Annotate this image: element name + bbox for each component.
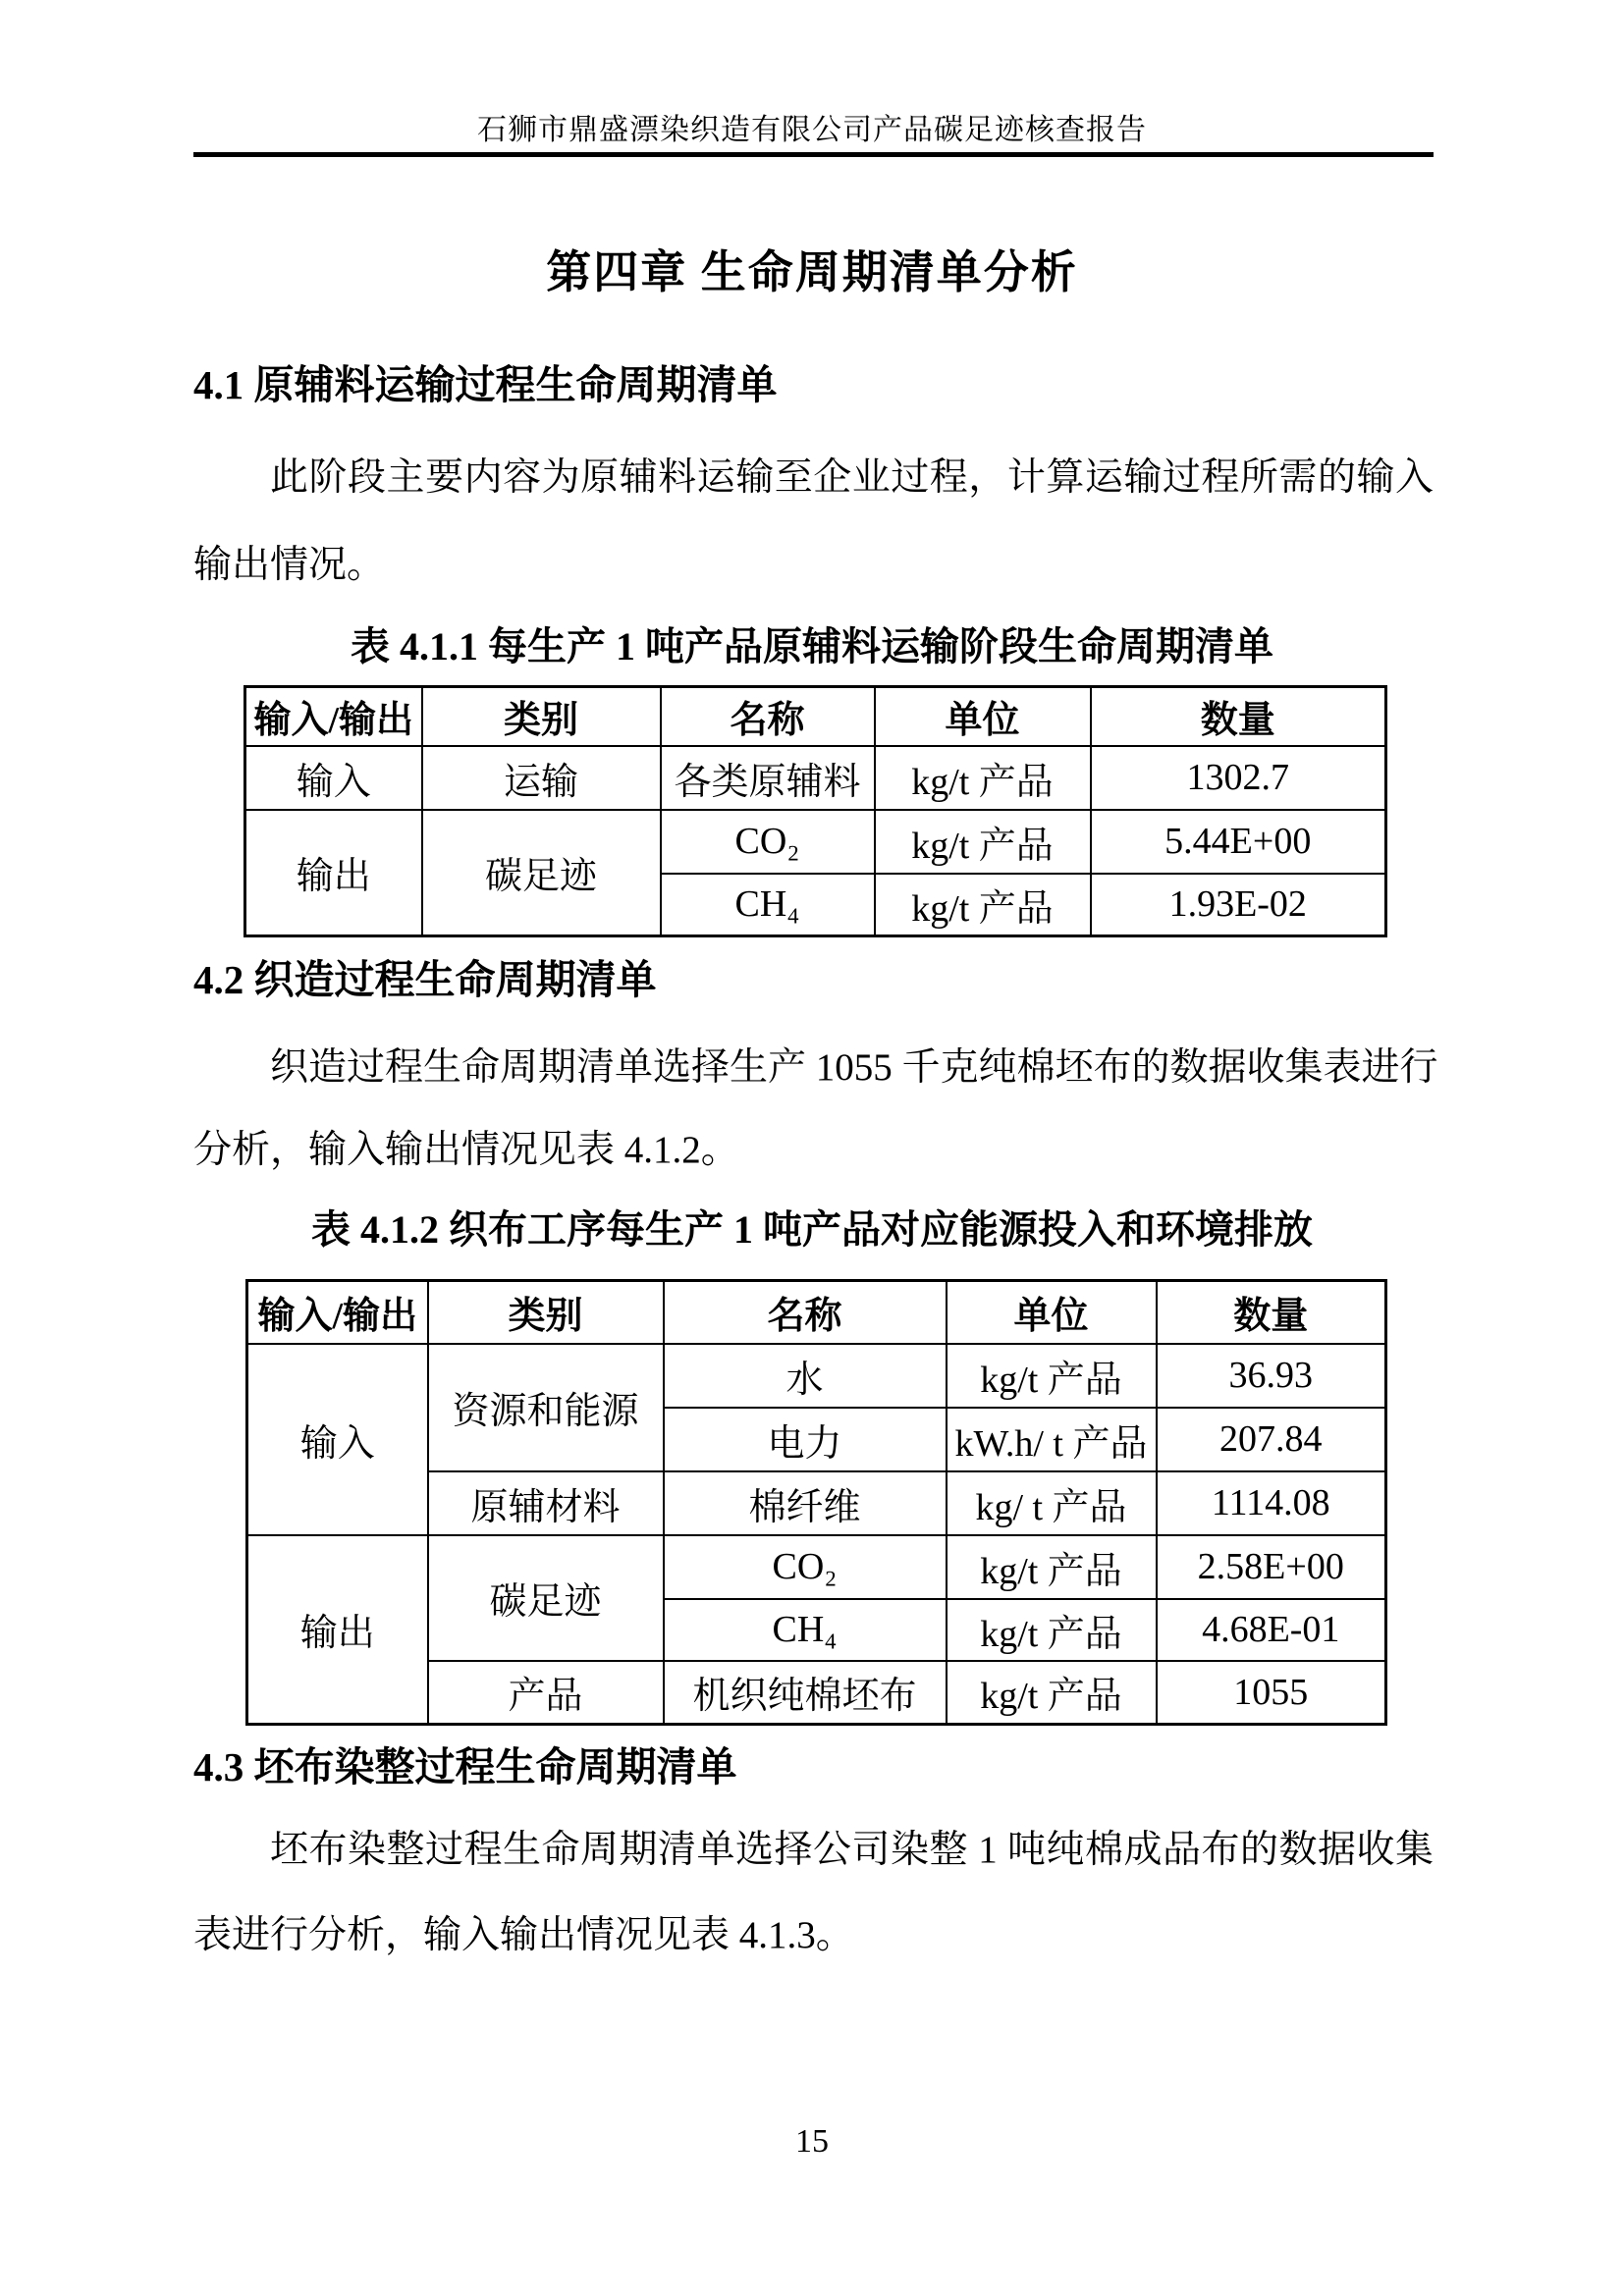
table-cell: kg/t 产品 <box>875 810 1091 874</box>
table-4-1-2-caption: 表 4.1.2 织布工序每生产 1 吨产品对应能源投入和环境排放 <box>311 1207 1313 1252</box>
page-number: 15 <box>795 2123 829 2160</box>
paragraph-4-1-line-1: 此阶段主要内容为原辅料运输至企业过程，计算运输过程所需的输入 <box>270 456 1434 499</box>
table-cell: kg/ t 产品 <box>947 1471 1157 1535</box>
table-cell: 输出 <box>247 1535 428 1725</box>
table-cell: 原辅材料 <box>428 1471 664 1535</box>
table-cell: kg/t 产品 <box>947 1344 1157 1408</box>
table-cell: 207.84 <box>1157 1408 1386 1471</box>
paragraph-4-2-line-2: 分析，输入输出情况见表 4.1.2。 <box>193 1129 739 1171</box>
table-cell: 1114.08 <box>1157 1471 1386 1535</box>
table-cell: 36.93 <box>1157 1344 1386 1408</box>
paragraph-4-2-line-1: 织造过程生命周期清单选择生产 1055 千克纯棉坯布的数据收集表进行 <box>270 1046 1438 1089</box>
table-cell: 2.58E+00 <box>1157 1535 1386 1599</box>
table-row <box>245 810 1386 874</box>
column-header-quantity: 数量 <box>1157 1281 1386 1344</box>
section-heading-4-1: 4.1 原辅料运输过程生命周期清单 <box>193 362 778 407</box>
table-cell: 1302.7 <box>1091 746 1386 810</box>
table-cell: 输入 <box>247 1344 428 1535</box>
table-header-row <box>245 687 1386 746</box>
table-4-1-2 <box>245 1279 1387 1726</box>
paragraph-4-3-line-2: 表进行分析，输入输出情况见表 4.1.3。 <box>193 1914 854 1956</box>
table-cell: kg/t 产品 <box>875 746 1091 810</box>
table-row <box>245 746 1386 810</box>
table-cell: CO₂ <box>661 810 875 874</box>
table-cell: 输入 <box>245 746 422 810</box>
table-cell: 棉纤维 <box>664 1471 947 1535</box>
table-cell: kg/t 产品 <box>947 1535 1157 1599</box>
table-cell: 5.44E+00 <box>1091 810 1386 874</box>
column-header-category: 类别 <box>422 687 661 746</box>
table-cell: 碳足迹 <box>422 810 661 936</box>
table-cell: 1055 <box>1157 1661 1386 1725</box>
table-4-1-1-caption: 表 4.1.1 每生产 1 吨产品原辅料运输阶段生命周期清单 <box>351 624 1273 668</box>
column-header-quantity: 数量 <box>1091 687 1386 746</box>
table-cell: kg/t 产品 <box>947 1599 1157 1661</box>
column-header-name: 名称 <box>661 687 875 746</box>
column-header-name: 名称 <box>664 1281 947 1344</box>
table-4-1-1 <box>244 685 1387 937</box>
page-header-title: 石狮市鼎盛漂染织造有限公司产品碳足迹核查报告 <box>477 114 1147 146</box>
table-cell: kg/t 产品 <box>947 1661 1157 1725</box>
column-header-io: 输入/输出 <box>245 687 422 746</box>
column-header-category: 类别 <box>428 1281 664 1344</box>
table-cell: 输出 <box>245 810 422 936</box>
table-cell: 电力 <box>664 1408 947 1471</box>
paragraph-4-3-line-1: 坯布染整过程生命周期清单选择公司染整 1 吨纯棉成品布的数据收集 <box>270 1829 1434 1871</box>
table-cell: 1.93E-02 <box>1091 874 1386 936</box>
column-header-unit: 单位 <box>947 1281 1157 1344</box>
section-heading-4-3: 4.3 坯布染整过程生命周期清单 <box>193 1744 737 1789</box>
table-cell: 各类原辅料 <box>661 746 875 810</box>
table-row <box>247 1535 1386 1599</box>
table-cell: kg/t 产品 <box>875 874 1091 936</box>
table-cell: 水 <box>664 1344 947 1408</box>
table-cell: 碳足迹 <box>428 1535 664 1661</box>
chapter-title: 第四章 生命周期清单分析 <box>546 247 1078 297</box>
table-header-row <box>247 1281 1386 1344</box>
table-cell: CO₂ <box>664 1535 947 1599</box>
header-rule <box>193 152 1434 157</box>
column-header-unit: 单位 <box>875 687 1091 746</box>
table-cell: CH₄ <box>661 874 875 936</box>
table-cell: 产品 <box>428 1661 664 1725</box>
table-cell: kW.h/ t 产品 <box>947 1408 1157 1471</box>
table-row <box>247 1344 1386 1408</box>
section-heading-4-2: 4.2 织造过程生命周期清单 <box>193 957 657 1002</box>
table-cell: 4.68E-01 <box>1157 1599 1386 1661</box>
paragraph-4-1-line-2: 输出情况。 <box>193 544 386 586</box>
table-cell: CH₄ <box>664 1599 947 1661</box>
table-cell: 机织纯棉坯布 <box>664 1661 947 1725</box>
table-cell: 资源和能源 <box>428 1344 664 1471</box>
table-cell: 运输 <box>422 746 661 810</box>
column-header-io: 输入/输出 <box>247 1281 428 1344</box>
